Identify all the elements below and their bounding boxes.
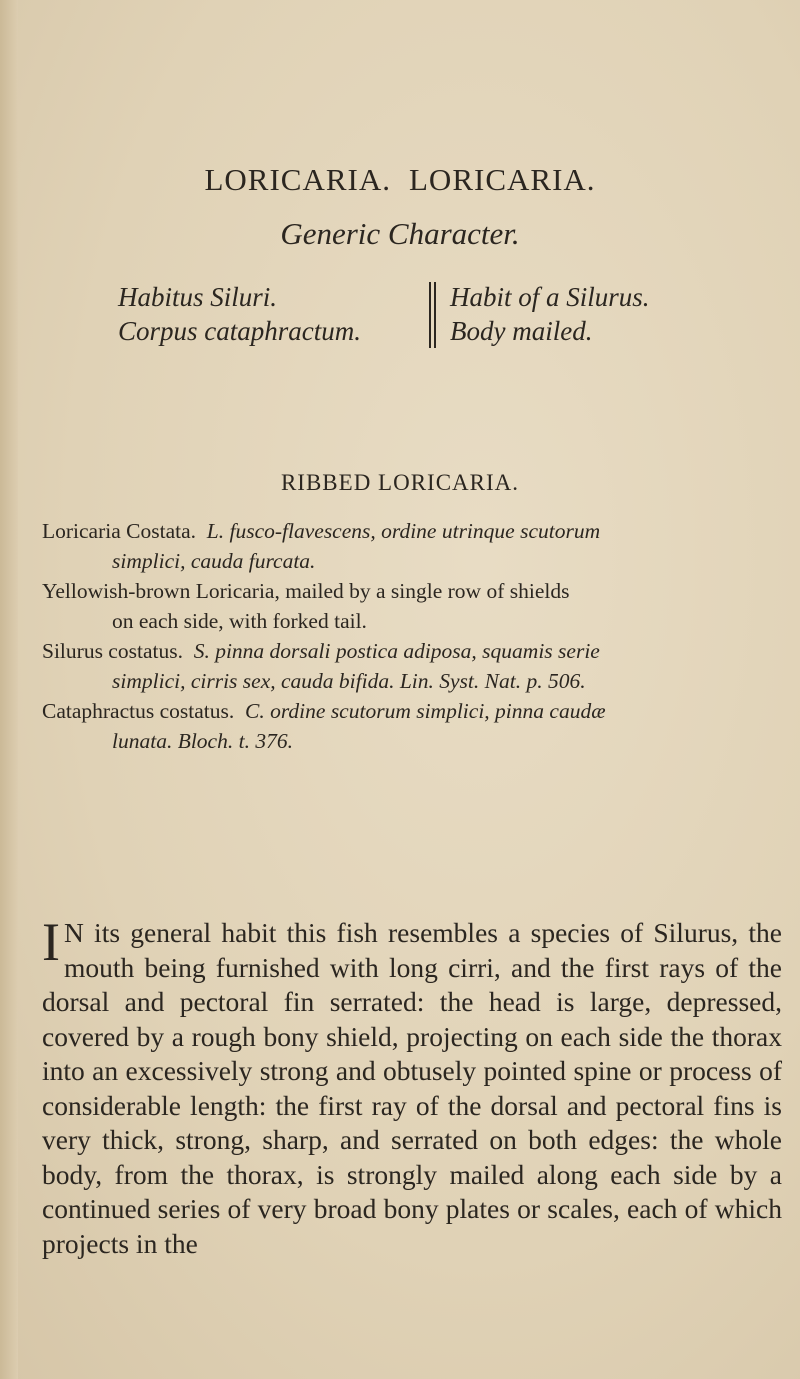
generic-character-heading: Generic Character. xyxy=(280,216,520,251)
synonym-entry xyxy=(42,696,782,756)
synonym-continuation: on each side, with forked tail. xyxy=(112,609,367,633)
habit-english xyxy=(450,280,650,348)
habit-english-line-1: Habit of a Silurus. xyxy=(450,282,650,312)
species-title: RIBBED LORICARIA. xyxy=(280,470,520,495)
running-head xyxy=(0,162,800,198)
synonym-continuation: lunata. Bloch. t. 376. xyxy=(112,729,293,753)
habit-english-line-2: Body mailed. xyxy=(450,316,593,346)
synonym-continuation: simplici, cirris sex, cauda bifida. Lin. Syst. Nat. p. 506. xyxy=(112,669,586,693)
habit-latin-line-2: Corpus cataphractum. xyxy=(118,316,361,346)
divider-rule xyxy=(429,282,431,348)
body-text: N its general habit this fish resembles a species of Silurus, the mouth being furnished with long cirri, and the first rays of the dorsal and pectoral fin serrated: the head is large, depressed, covered by a rough bony shield, projecting on each side the thorax into an excessively strong and obtusely pointed spine or process of considerable length: the first ray of the dorsal and pectoral fins is very thick, strong, sharp, and serrated on both edges: the whole body, from the thorax, is strongly mailed along each side by a continued series of very broad bony plates or scales, each of which projects in the xyxy=(42,917,782,1259)
habit-block xyxy=(0,280,800,352)
running-head-left: LORICARIA. xyxy=(204,162,391,197)
synonym-entry xyxy=(42,576,782,636)
synonym-entry xyxy=(42,636,782,696)
synonym-description: L. fusco-flavescens, ordine utrinque scutorum xyxy=(206,519,601,543)
synonymy-list xyxy=(42,516,782,756)
synonym-description: C. ordine scutorum simplici, pinna caudæ xyxy=(245,699,606,723)
synonym-name: Cataphractus costatus. xyxy=(42,699,235,723)
synonym-name: Silurus costatus. xyxy=(42,639,183,663)
synonym-name: Loricaria Costata. xyxy=(42,519,197,543)
habit-latin xyxy=(118,280,361,348)
synonym-continuation: simplici, cauda furcata. xyxy=(112,549,316,573)
page-edge xyxy=(0,0,18,1379)
synonym-description: S. pinna dorsali postica adiposa, squamis serie xyxy=(193,639,600,663)
habit-latin-line-1: Habitus Siluri. xyxy=(118,282,278,312)
divider-rule xyxy=(434,282,436,348)
drop-cap: I xyxy=(42,912,60,972)
synonym-name: Yellowish-brown Loricaria, mailed by a single row of shields xyxy=(42,579,570,603)
running-head-right: LORICARIA. xyxy=(409,162,596,197)
body-paragraph xyxy=(42,912,782,1261)
synonym-entry xyxy=(42,516,782,576)
